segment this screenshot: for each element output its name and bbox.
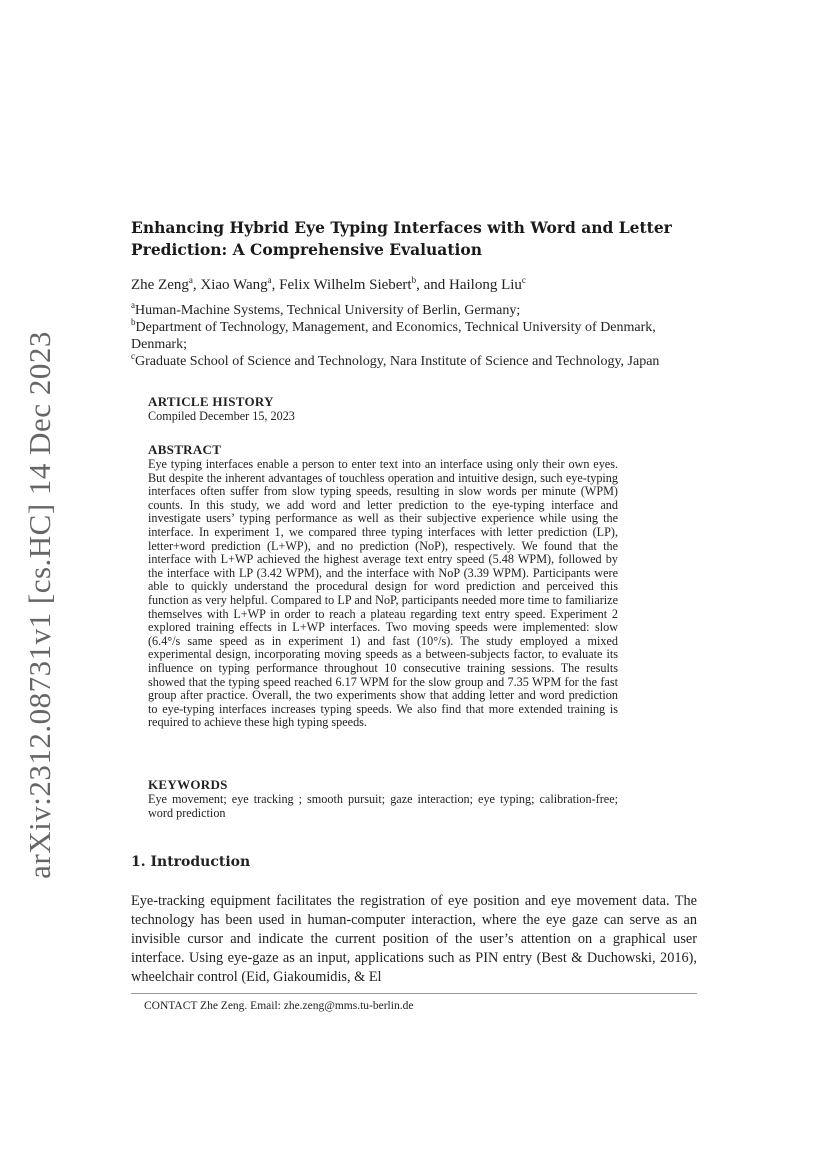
author-name: Zhe Zeng [131, 277, 189, 293]
affiliation-mark: a [131, 300, 135, 310]
affiliation-mark: b [131, 317, 136, 327]
author-name: Felix Wilhelm Siebert [279, 277, 412, 293]
affiliation-list [131, 302, 701, 370]
section-heading-introduction: 1. Introduction [131, 854, 251, 870]
affiliation [131, 319, 701, 353]
author-list: Zhe Zeng$^a$, Xiao Wang$^a$, Felix Wilhelm Siebert$^b$, and Hailong Liu$^c$ [131, 275, 526, 293]
footnote-divider [131, 993, 697, 994]
contact-footnote: CONTACT Zhe Zeng. Email: zhe.zeng@mms.tu-berlin.de [144, 1000, 414, 1012]
arxiv-sidebar [18, 331, 62, 879]
introduction-text: Eye-tracking equipment facilitates the registration of eye position and eye movement data. The technology has been used in human-computer interaction, where the eye gaze can serve as an invisible cursor and indicate the current position of the user’s attention on a graphical user interface. Using eye-gaze as an input, applications such as PIN entry (Best & Duchowski, 2016), wheelchair control (Eid, Giakoumidis, & El [131, 893, 697, 985]
author-mark: a [267, 275, 272, 285]
affiliation [131, 353, 701, 370]
keywords [148, 777, 618, 820]
affiliation-text: Human-Machine Systems, Technical University of Berlin, Germany; [135, 303, 521, 318]
paper-title: Enhancing Hybrid Eye Typing Interfaces with Word and Letter Prediction: A Comprehensive Evaluation [131, 218, 672, 259]
abstract-heading: ABSTRACT [148, 442, 222, 457]
author-name: Hailong Liu [449, 277, 522, 293]
arxiv-id: arXiv:2312.08731v1 [cs.HC] 14 Dec 2023 [22, 331, 57, 879]
abstract-text: Eye typing interfaces enable a person to enter text into an interface using only their own eyes. But despite the inherent advantages of touchless operation and intuitive design, such eye-typing interfaces often suffer from slow typing speeds, resulting in slow words per minute (WPM) counts. In this study, we add word and letter prediction to the eye-typing interface and investigate users’ typing performance as well as their subjective experience while using the interface. In experiment 1, we compared three typing interfaces with letter prediction (LP), letter+word prediction (L+WP), and no prediction (NoP), respectively. We found that the interface with L+WP achieved the highest average text entry speed (5.48 WPM), followed by the interface with LP (3.42 WPM), and the interface with NoP (3.39 WPM). Participants were able to quickly understand the procedural design for word prediction and perceived this function as very helpful. Compared to LP and NoP, participants needed more time to familiarize themselves with L+WP in order to reach a plateau regarding text entry speed. Experiment 2 explored training effects in L+WP interfaces. Two moving speeds were implemented: slow (6.4°/s same speed as in experiment 1) and fast (10°/s). The study employed a mixed experimental design, incorporating moving speeds as a between-subjects factor, to evaluate its influence on typing performance throughout 10 consecutive training sessions. The results showed that the typing speed reached 6.17 WPM for the slow group and 7.35 WPM for the fast group after practice. Overall, the two experiments show that adding letter and word prediction to eye-typing interfaces increases typing speeds. We also find that more extended training is required to achieve these high typing speeds. [148, 457, 618, 730]
article-history [148, 394, 618, 424]
affiliation-text: Graduate School of Science and Technology, Nara Institute of Science and Technology, Japan [135, 354, 660, 369]
affiliation [131, 302, 701, 319]
affiliation-text: Department of Technology, Management, and Economics, Technical University of Denmark, Denmark; [131, 320, 656, 352]
author-mark: a [188, 275, 193, 285]
article-history-heading: ARTICLE HISTORY [148, 394, 274, 409]
author-name: Xiao Wang [200, 277, 268, 293]
affiliation-mark: c [131, 351, 135, 361]
compiled-date: Compiled December 15, 2023 [148, 409, 295, 423]
keywords-text: Eye movement; eye tracking ; smooth pursuit; gaze interaction; eye typing; calibration-free; word prediction [148, 792, 618, 820]
author-mark: b [411, 275, 417, 285]
abstract [148, 442, 618, 730]
author-mark: c [521, 275, 526, 285]
keywords-heading: KEYWORDS [148, 777, 228, 792]
